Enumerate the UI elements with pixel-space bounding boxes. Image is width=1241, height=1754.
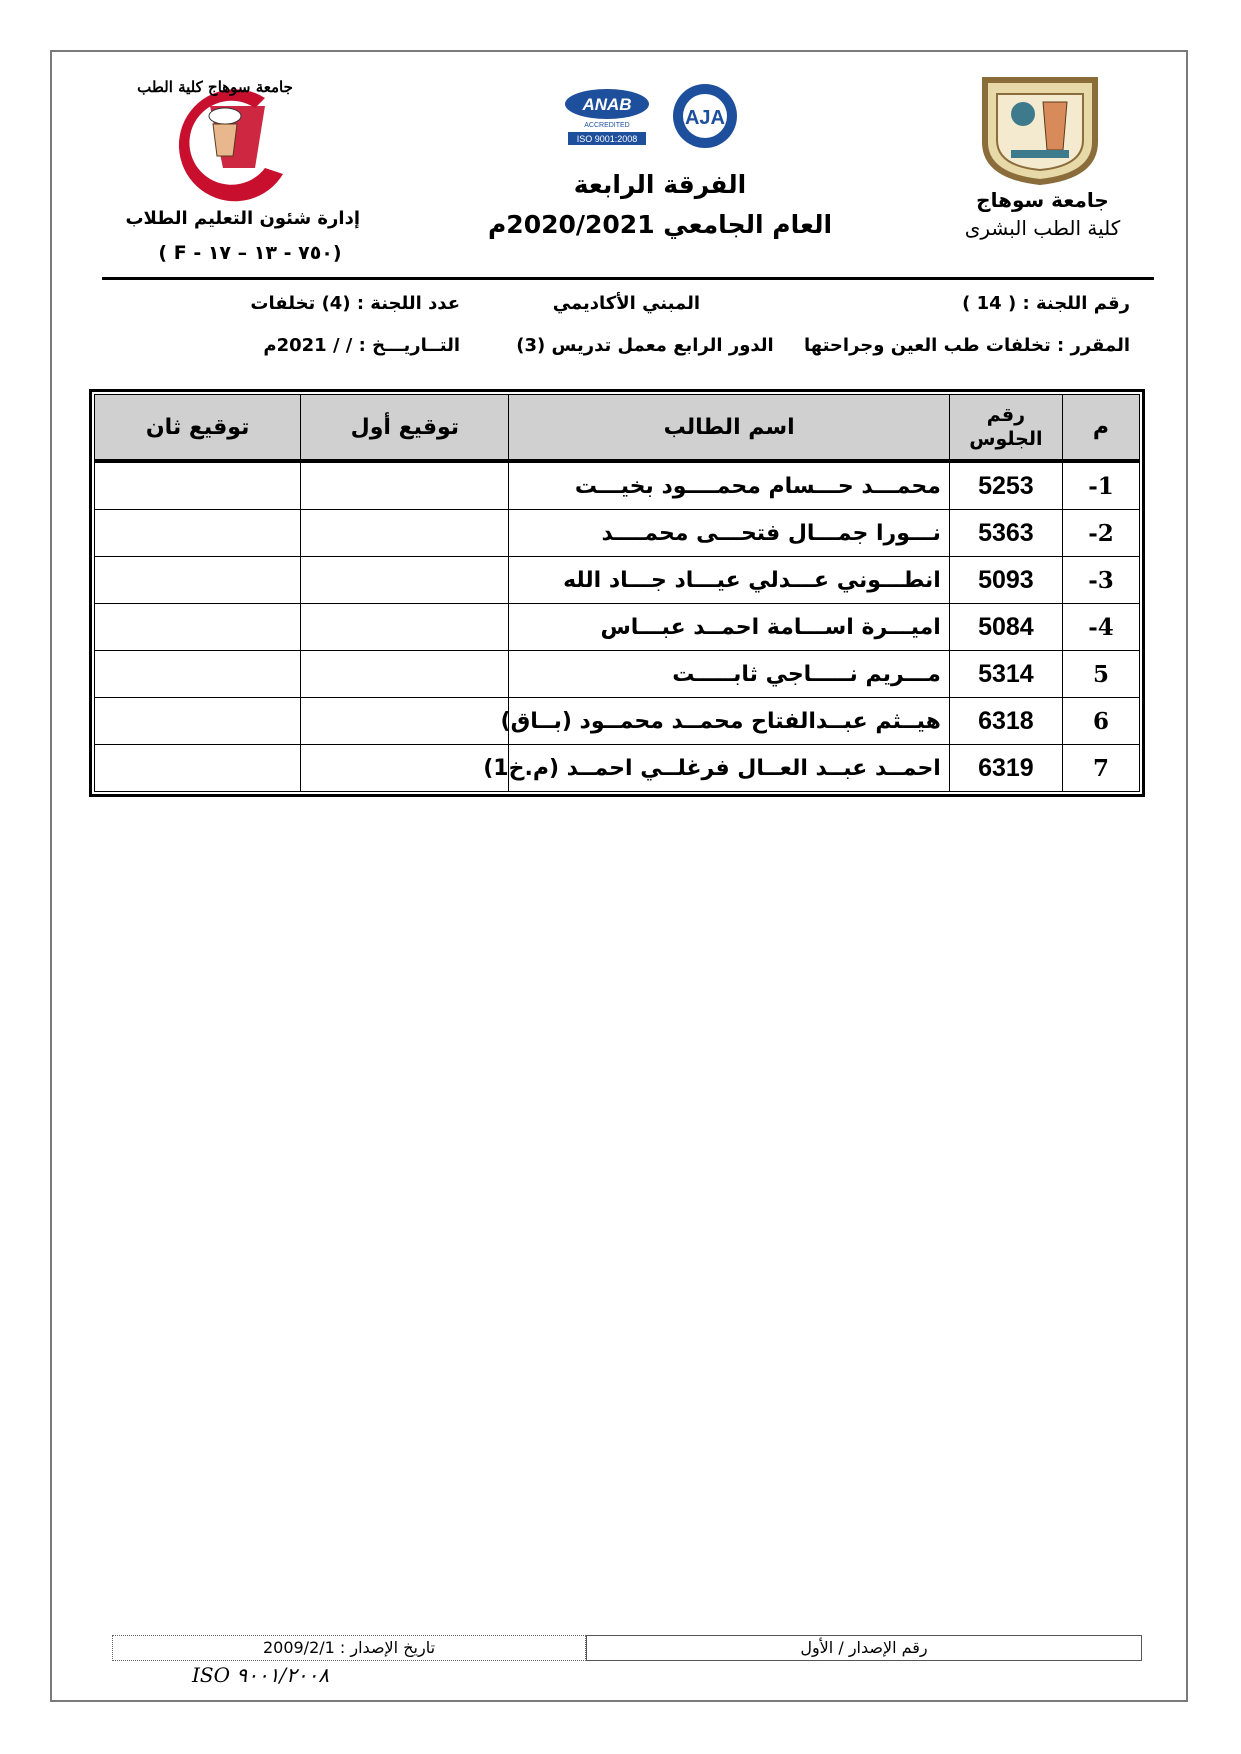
university-seal	[975, 72, 1105, 184]
second-signature-cell[interactable]	[95, 651, 301, 698]
academic-year: العام الجامعي 2020/2021م	[487, 210, 833, 239]
second-signature-cell[interactable]	[95, 510, 301, 557]
iso-logo-text: ISO 9001:2008	[576, 134, 638, 144]
building-name: المبني الأكاديمي	[552, 293, 700, 314]
header-first-signature: توقيع أول	[301, 395, 509, 462]
student-name: هيــثم عبــدالفتاح محمــد محمــود (بــاق)	[509, 698, 949, 745]
first-signature-cell[interactable]	[301, 461, 509, 510]
table-row	[95, 461, 1140, 510]
first-signature-cell[interactable]	[301, 651, 509, 698]
table-row	[95, 510, 1140, 557]
first-signature-cell[interactable]	[301, 745, 509, 792]
university-name: جامعة سوهاج	[976, 188, 1109, 212]
student-name: مـــريم نـــــاجي ثابـــــت	[509, 651, 949, 698]
faculty-logo-text: جامعة سوهاج كلية الطب	[137, 78, 293, 96]
committee-number: رقم اللجنة : ( 14 )	[962, 293, 1130, 314]
second-signature-cell[interactable]	[95, 698, 301, 745]
committee-count: عدد اللجنة : (4) تخلفات	[250, 293, 460, 314]
student-name: احمــد عبــد العــال فرغلــي احمــد (م.خ1)	[509, 745, 949, 792]
row-index: 2-	[1062, 510, 1139, 557]
row-index: 3-	[1062, 557, 1139, 604]
anab-accredited-text: ACCREDITED	[584, 122, 630, 129]
table-row	[95, 604, 1140, 651]
faculty-logo	[115, 78, 315, 190]
row-index: 6	[1062, 698, 1139, 745]
table-row	[95, 557, 1140, 604]
first-signature-cell[interactable]	[301, 510, 509, 557]
issue-date: تاريخ الإصدار : 2009/2/1	[112, 1635, 586, 1661]
first-signature-cell[interactable]	[301, 698, 509, 745]
seat-number: 5363	[949, 510, 1062, 557]
seat-number: 5084	[949, 604, 1062, 651]
student-name: محمـــد حـــسام محمــــود بخيـــت	[509, 461, 949, 510]
second-signature-cell[interactable]	[95, 604, 301, 651]
student-name: نـــورا جمـــال فتحـــى محمــــد	[509, 510, 949, 557]
admin-department: إدارة شئون التعليم الطلاب	[125, 208, 360, 229]
students-table	[89, 389, 1145, 797]
header-seat-number: رقم الجلوس	[949, 395, 1062, 462]
aja-logo-text: AJA	[684, 107, 726, 129]
student-name: انطـــوني عـــدلي عيـــاد جـــاد الله	[509, 557, 949, 604]
table-row	[95, 651, 1140, 698]
iso-footer: ISO ٩٠٠١/٢٠٠٨	[192, 1663, 330, 1687]
student-name: اميـــرة اســـامة احمــد عبـــاس	[509, 604, 949, 651]
seat-number: 5314	[949, 651, 1062, 698]
table-row	[95, 745, 1140, 792]
first-signature-cell[interactable]	[301, 604, 509, 651]
seat-number: 6318	[949, 698, 1062, 745]
seat-number: 5253	[949, 461, 1062, 510]
header-student-name: اسم الطالب	[509, 395, 949, 462]
seat-number: 6319	[949, 745, 1062, 792]
class-level: الفرقة الرابعة	[573, 170, 747, 199]
first-signature-cell[interactable]	[301, 557, 509, 604]
accreditation-logos	[560, 82, 760, 162]
issue-number: رقم الإصدار / الأول	[586, 1635, 1142, 1661]
header-second-signature: توقيع ثان	[95, 395, 301, 462]
row-index: 4-	[1062, 604, 1139, 651]
row-index: 5	[1062, 651, 1139, 698]
anab-logo-text: ANAB	[582, 95, 632, 114]
second-signature-cell[interactable]	[95, 557, 301, 604]
row-index: 7	[1062, 745, 1139, 792]
form-code: ( F - ٧٥٠ - ١٣ – ١٧)	[158, 242, 342, 264]
second-signature-cell[interactable]	[95, 745, 301, 792]
header-divider	[102, 277, 1154, 280]
second-signature-cell[interactable]	[95, 461, 301, 510]
table-header-row	[95, 395, 1140, 462]
floor-room: الدور الرابع معمل تدريس (3)	[516, 335, 774, 356]
exam-date: التــاريـــخ : / / 2021م	[263, 335, 460, 356]
course-name: المقرر : تخلفات طب العين وجراحتها	[803, 335, 1130, 356]
seat-number: 5093	[949, 557, 1062, 604]
header-index: م	[1062, 395, 1139, 462]
faculty-name: كلية الطب البشرى	[964, 216, 1121, 240]
table-row	[95, 698, 1140, 745]
row-index: 1-	[1062, 461, 1139, 510]
